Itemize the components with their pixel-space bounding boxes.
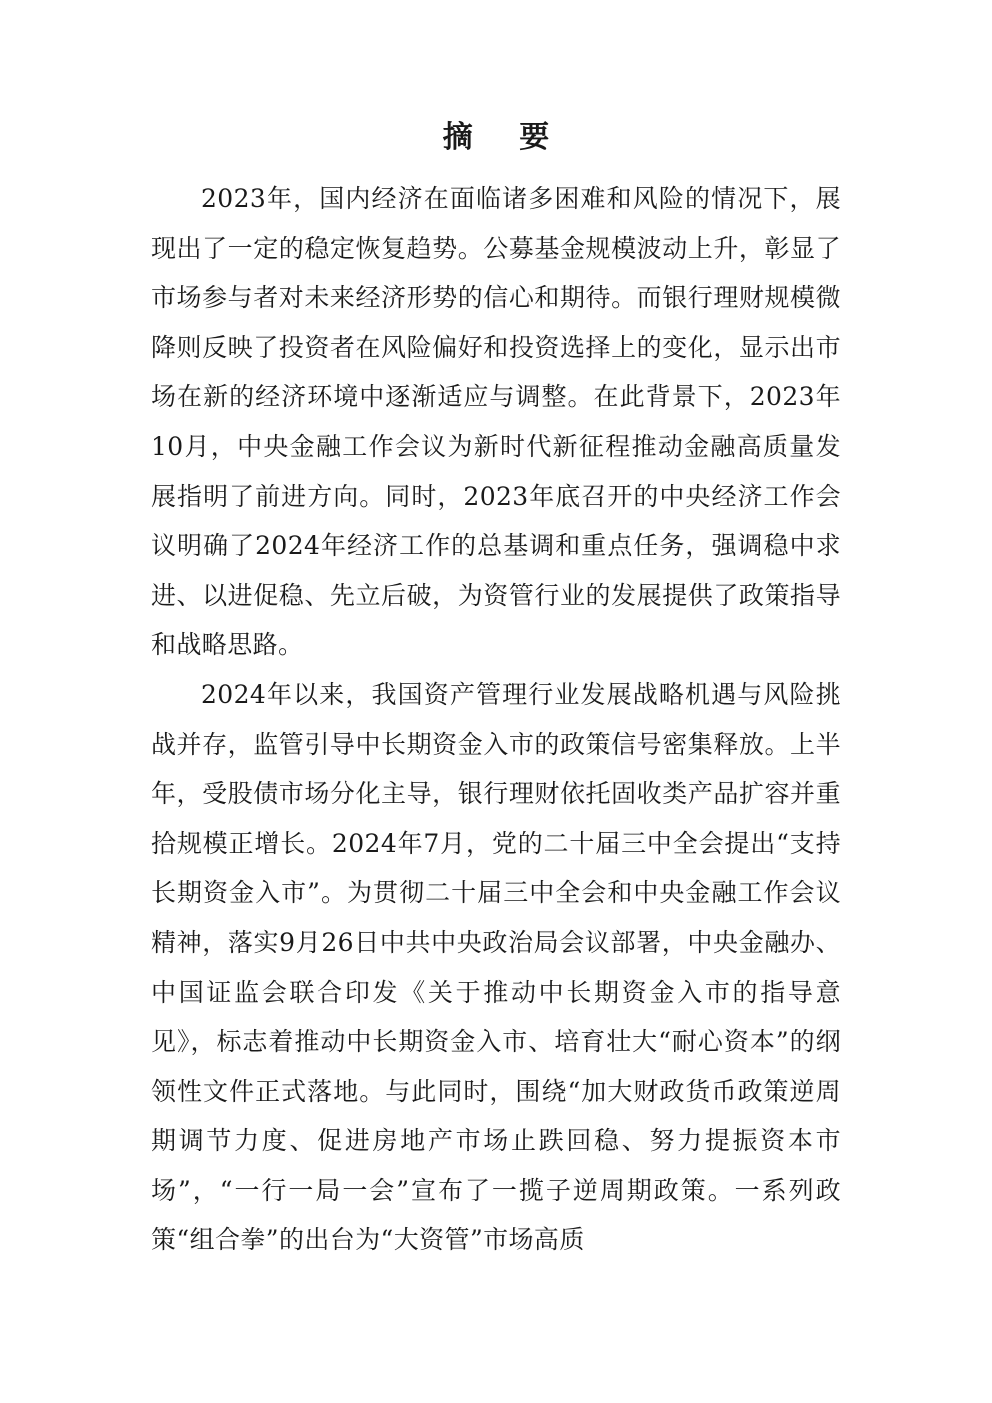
paragraph-1: 2023年，国内经济在面临诸多困难和风险的情况下，展现出了一定的稳定恢复趋势。公募基金规模波动上升，彰显了市场参与者对未来经济形势的信心和期待。而银行理财规模微降则反映了投资者在风险偏好和投资选择上的变化，显示出市场在新的经济环境中逐渐适应与调整。在此背景下，2023年10月，中央金融工作会议为新时代新征程推动金融高质量发展指明了前进方向。同时，2023年底召开的中央经济工作会议明确了2024年经济工作的总基调和重点任务，强调稳中求进、以进促稳、先立后破，为资管行业的发展提供了政策指导和战略思路。: [151, 184, 841, 660]
document-title: 摘 要: [442, 120, 568, 155]
paragraph-2: 2024年以来，我国资产管理行业发展战略机遇与风险挑战并存，监管引导中长期资金入市的政策信号密集释放。上半年，受股债市场分化主导，银行理财依托固收类产品扩容并重拾规模正增长。2024年7月，党的二十届三中全会提出“支持长期资金入市”。为贯彻二十届三中全会和中央金融工作会议精神，落实9月26日中共中央政治局会议部署，中央金融办、中国证监会联合印发《关于推动中长期资金入市的指导意见》，标志着推动中长期资金入市、培育壮大“耐心资本”的纲领性文件正式落地。与此同时，围绕“加大财政货币政策逆周期调节力度、促进房地产市场止跌回稳、努力提振资本市场”，“一行一局一会”宣布了一揽子逆周期政策。一系列政策“组合拳”的出台为“大资管”市场高质: [151, 679, 841, 1255]
document-body: [151, 174, 841, 1265]
